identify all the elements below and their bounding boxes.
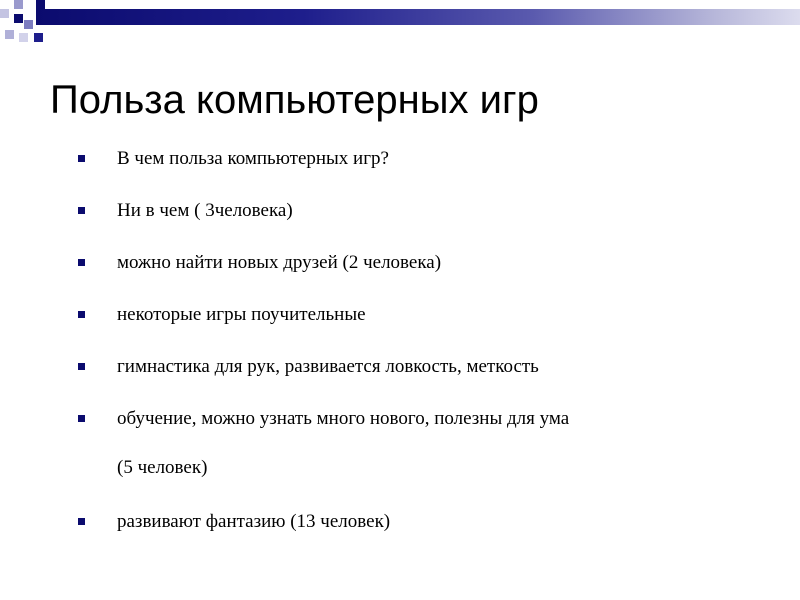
bullet-marker-icon: [78, 207, 85, 214]
decor-square: [14, 0, 23, 9]
bullet-text: обучение, можно узнать много нового, полезны для ума: [117, 408, 570, 429]
decor-square: [34, 33, 43, 42]
header-gradient-bar: [36, 9, 800, 25]
decor-square: [0, 9, 9, 18]
bullet-marker-icon: [78, 415, 85, 422]
decor-square: [19, 33, 28, 42]
slide-title: Польза компьютерных игр: [50, 78, 539, 122]
bullet-text: можно найти новых друзей (2 человека): [117, 252, 442, 273]
decor-square: [5, 30, 14, 39]
decor-square: [36, 0, 45, 9]
bullet-text: Ни в чем ( 3человека): [117, 200, 293, 221]
bullet-text: В чем польза компьютерных игр?: [117, 148, 389, 169]
bullet-marker-icon: [78, 363, 85, 370]
bullet-text: развивают фантазию (13 человек): [117, 511, 391, 532]
header-decoration: [0, 0, 800, 50]
decor-square: [24, 20, 33, 29]
decor-square: [14, 14, 23, 23]
bullet-text: некоторые игры поучительные: [117, 304, 366, 325]
bullet-marker-icon: [78, 259, 85, 266]
bullet-marker-icon: [78, 311, 85, 318]
bullet-text-continuation: (5 человек): [117, 457, 208, 478]
bullet-marker-icon: [78, 518, 85, 525]
bullet-marker-icon: [78, 155, 85, 162]
bullet-text: гимнастика для рук, развивается ловкость, меткость: [117, 356, 539, 377]
